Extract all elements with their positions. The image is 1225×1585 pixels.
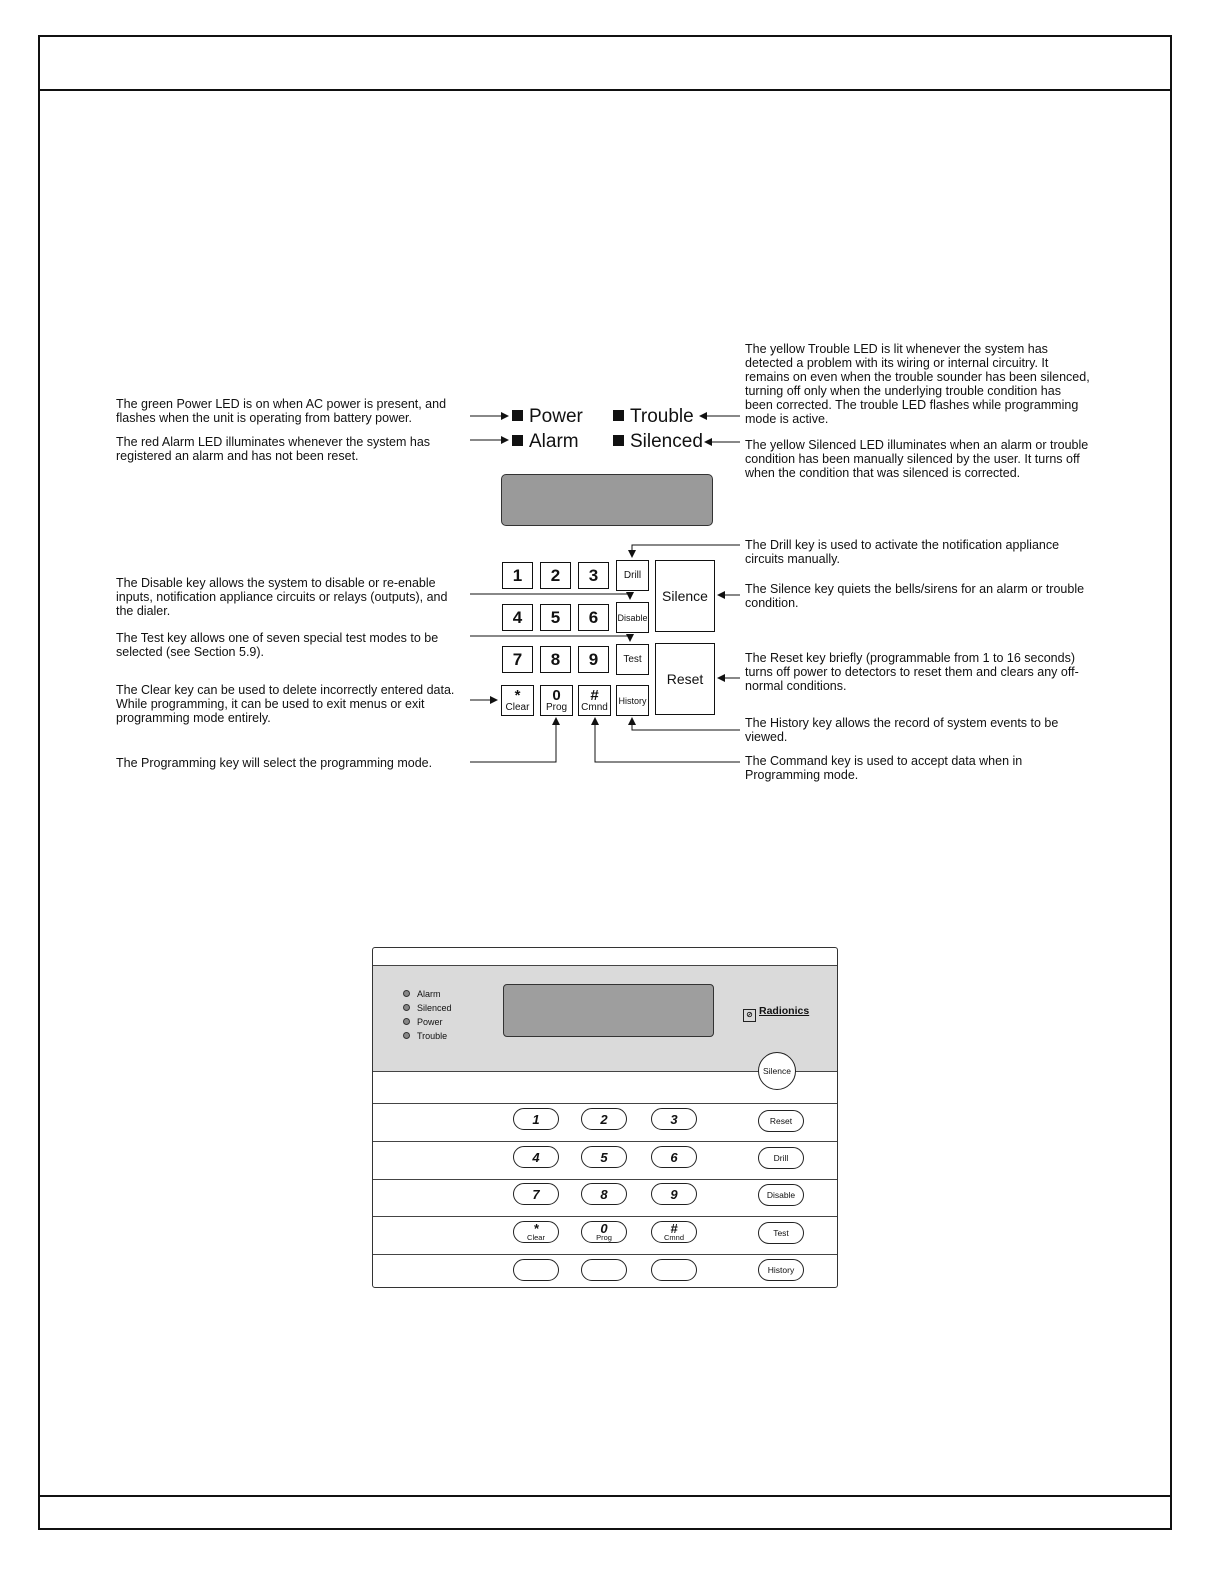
silenced-led-indicator — [613, 435, 624, 446]
panel-blank-key[interactable] — [651, 1259, 697, 1281]
drill-arrow — [632, 545, 740, 557]
disable-arrow — [470, 594, 630, 599]
panel-key-4-label: 4 — [532, 1149, 540, 1165]
panel-prog-key-label: Prog — [596, 1232, 612, 1242]
key-7[interactable]: 7 — [502, 646, 533, 673]
clear-annotation: The Clear key can be used to delete incorrectly entered data. While programming, it can be used to exit menus or exit programming mode entirely. — [116, 683, 455, 725]
disable-annotation: The Disable key allows the system to disable or re-enable inputs, notification appliance circuits or relays (outputs), and the dialer. — [116, 576, 448, 618]
panel-key-6[interactable] — [651, 1146, 697, 1168]
panel-history-button[interactable]: History — [758, 1259, 804, 1281]
panel-led-silenced-dot — [403, 1004, 410, 1011]
power-led-label: Power — [529, 406, 583, 427]
silence-key[interactable]: Silence — [655, 560, 715, 632]
panel-row-divider — [373, 1103, 837, 1104]
panel-silence-button[interactable]: Silence — [758, 1052, 796, 1090]
panel-key-3[interactable] — [651, 1108, 697, 1130]
panel-led-trouble-dot — [403, 1032, 410, 1039]
drill-key[interactable]: Drill — [616, 560, 649, 591]
cmnd-arrow — [595, 718, 740, 762]
panel-drill-button[interactable]: Drill — [758, 1147, 804, 1169]
cmnd-key[interactable] — [578, 685, 611, 716]
panel-blank-key[interactable] — [581, 1259, 627, 1281]
power-annotation: The green Power LED is on when AC power is present, and flashes when the unit is operating from battery power. — [116, 397, 447, 425]
front-panel — [372, 947, 838, 1288]
prog-key-label: Prog — [545, 701, 568, 713]
trouble-led — [613, 406, 694, 428]
panel-key-8-label: 8 — [600, 1186, 608, 1202]
lcd-display — [501, 474, 713, 526]
cmnd-key-symbol: # — [590, 686, 599, 704]
history-arrow — [632, 718, 740, 730]
alarm-led — [512, 431, 579, 453]
silenced-led-label: Silenced — [630, 431, 703, 452]
panel-led-power-label: Power — [417, 1017, 443, 1027]
panel-key-7-label: 7 — [532, 1186, 540, 1202]
key-6[interactable]: 6 — [578, 604, 609, 631]
command-annotation: The Command key is used to accept data when in Programming mode. — [745, 754, 1023, 782]
panel-test-button[interactable]: Test — [758, 1222, 804, 1244]
panel-led-trouble-label: Trouble — [417, 1031, 448, 1041]
panel-key-7[interactable] — [513, 1183, 559, 1205]
key-4[interactable]: 4 — [502, 604, 533, 631]
silenced-led — [613, 431, 703, 453]
panel-cmnd-key-label: Cmnd — [663, 1232, 684, 1242]
panel-key-2-label: 2 — [600, 1111, 608, 1127]
history-key[interactable]: History — [616, 685, 649, 716]
power-led-indicator — [512, 410, 523, 421]
panel-prog-key[interactable] — [581, 1221, 627, 1243]
prog-key-symbol: 0 — [552, 686, 561, 704]
cmnd-key-label: Cmnd — [581, 701, 608, 713]
key-3[interactable]: 3 — [578, 562, 609, 589]
alarm-led-label: Alarm — [529, 431, 579, 452]
panel-clear-key-label: Clear — [527, 1232, 545, 1242]
alarm-annotation: The red Alarm LED illuminates whenever the system has registered an alarm and has not been reset. — [116, 435, 431, 463]
panel-row-divider — [373, 1216, 837, 1217]
panel-row-divider — [373, 1141, 837, 1142]
silenced-annotation: The yellow Silenced LED illuminates when an alarm or trouble condition has been manually silenced by the user. It turns off when the condition that was silenced is corrected. — [745, 438, 1089, 480]
test-annotation: The Test key allows one of seven special test modes to be selected (see Section 5.9). — [116, 631, 439, 659]
clear-key[interactable] — [501, 685, 534, 716]
prog-arrow — [470, 718, 556, 762]
key-5[interactable]: 5 — [540, 604, 571, 631]
panel-key-6-label: 6 — [670, 1149, 678, 1165]
panel-led-alarm — [403, 989, 441, 1000]
reset-key[interactable]: Reset — [655, 643, 715, 715]
panel-key-5-label: 5 — [600, 1149, 608, 1165]
panel-key-4[interactable] — [513, 1146, 559, 1168]
panel-cmnd-key[interactable] — [651, 1221, 697, 1243]
panel-cmnd-key-symbol: # — [670, 1220, 678, 1236]
panel-prog-key-symbol: 0 — [600, 1220, 608, 1236]
clear-key-symbol: * — [514, 686, 521, 704]
radionics-logo-icon: ⊘ — [743, 1009, 756, 1022]
panel-led-power — [403, 1017, 443, 1028]
panel-row-divider — [373, 1254, 837, 1255]
panel-led-alarm-label: Alarm — [417, 989, 441, 999]
panel-reset-button[interactable]: Reset — [758, 1110, 804, 1132]
history-annotation: The History key allows the record of system events to be viewed. — [745, 716, 1059, 744]
silence-annotation: The Silence key quiets the bells/sirens for an alarm or trouble condition. — [745, 582, 1085, 610]
alarm-led-indicator — [512, 435, 523, 446]
power-led — [512, 406, 583, 428]
panel-lcd-display — [503, 984, 714, 1037]
panel-key-5[interactable] — [581, 1146, 627, 1168]
panel-disable-button[interactable]: Disable — [758, 1184, 804, 1206]
prog-key[interactable] — [540, 685, 573, 716]
panel-key-3-label: 3 — [670, 1111, 678, 1127]
trouble-led-label: Trouble — [630, 406, 694, 427]
trouble-led-indicator — [613, 410, 624, 421]
radionics-logo-text: Radionics — [759, 1005, 810, 1017]
panel-row-divider — [373, 1179, 837, 1180]
panel-led-trouble — [403, 1031, 447, 1042]
test-arrow — [470, 636, 630, 641]
panel-led-power-dot — [403, 1018, 410, 1025]
disable-key[interactable]: Disable — [616, 602, 649, 633]
drill-annotation: The Drill key is used to activate the notification appliance circuits manually. — [745, 538, 1060, 566]
panel-key-1-label: 1 — [532, 1111, 540, 1127]
panel-led-silenced — [403, 1003, 452, 1014]
panel-key-9[interactable] — [651, 1183, 697, 1205]
test-key[interactable]: Test — [616, 644, 649, 675]
programming-annotation: The Programming key will select the programming mode. — [116, 756, 433, 770]
panel-led-silenced-label: Silenced — [417, 1003, 452, 1013]
reset-annotation: The Reset key briefly (programmable from 1 to 16 seconds) turns off power to detectors to reset them and clears any off-normal conditions. — [745, 651, 1079, 693]
panel-clear-key-symbol: * — [533, 1220, 539, 1236]
panel-led-alarm-dot — [403, 990, 410, 997]
trouble-annotation: The yellow Trouble LED is lit whenever the system has detected a problem with its wiring or internal circuitry. It remains on even when the trouble sounder has been silenced, turning off only when the underlying trouble condition has been corrected. The trouble LED flashes while programming mode is active. — [745, 342, 1090, 426]
radionics-logo — [743, 1005, 809, 1022]
panel-clear-key[interactable] — [513, 1221, 559, 1243]
key-2[interactable]: 2 — [540, 562, 571, 589]
key-1[interactable]: 1 — [502, 562, 533, 589]
clear-key-label: Clear — [505, 701, 530, 713]
panel-blank-key[interactable] — [513, 1259, 559, 1281]
panel-key-8[interactable] — [581, 1183, 627, 1205]
key-8[interactable]: 8 — [540, 646, 571, 673]
key-9[interactable]: 9 — [578, 646, 609, 673]
panel-key-1[interactable] — [513, 1108, 559, 1130]
panel-key-9-label: 9 — [670, 1186, 678, 1202]
panel-key-2[interactable] — [581, 1108, 627, 1130]
